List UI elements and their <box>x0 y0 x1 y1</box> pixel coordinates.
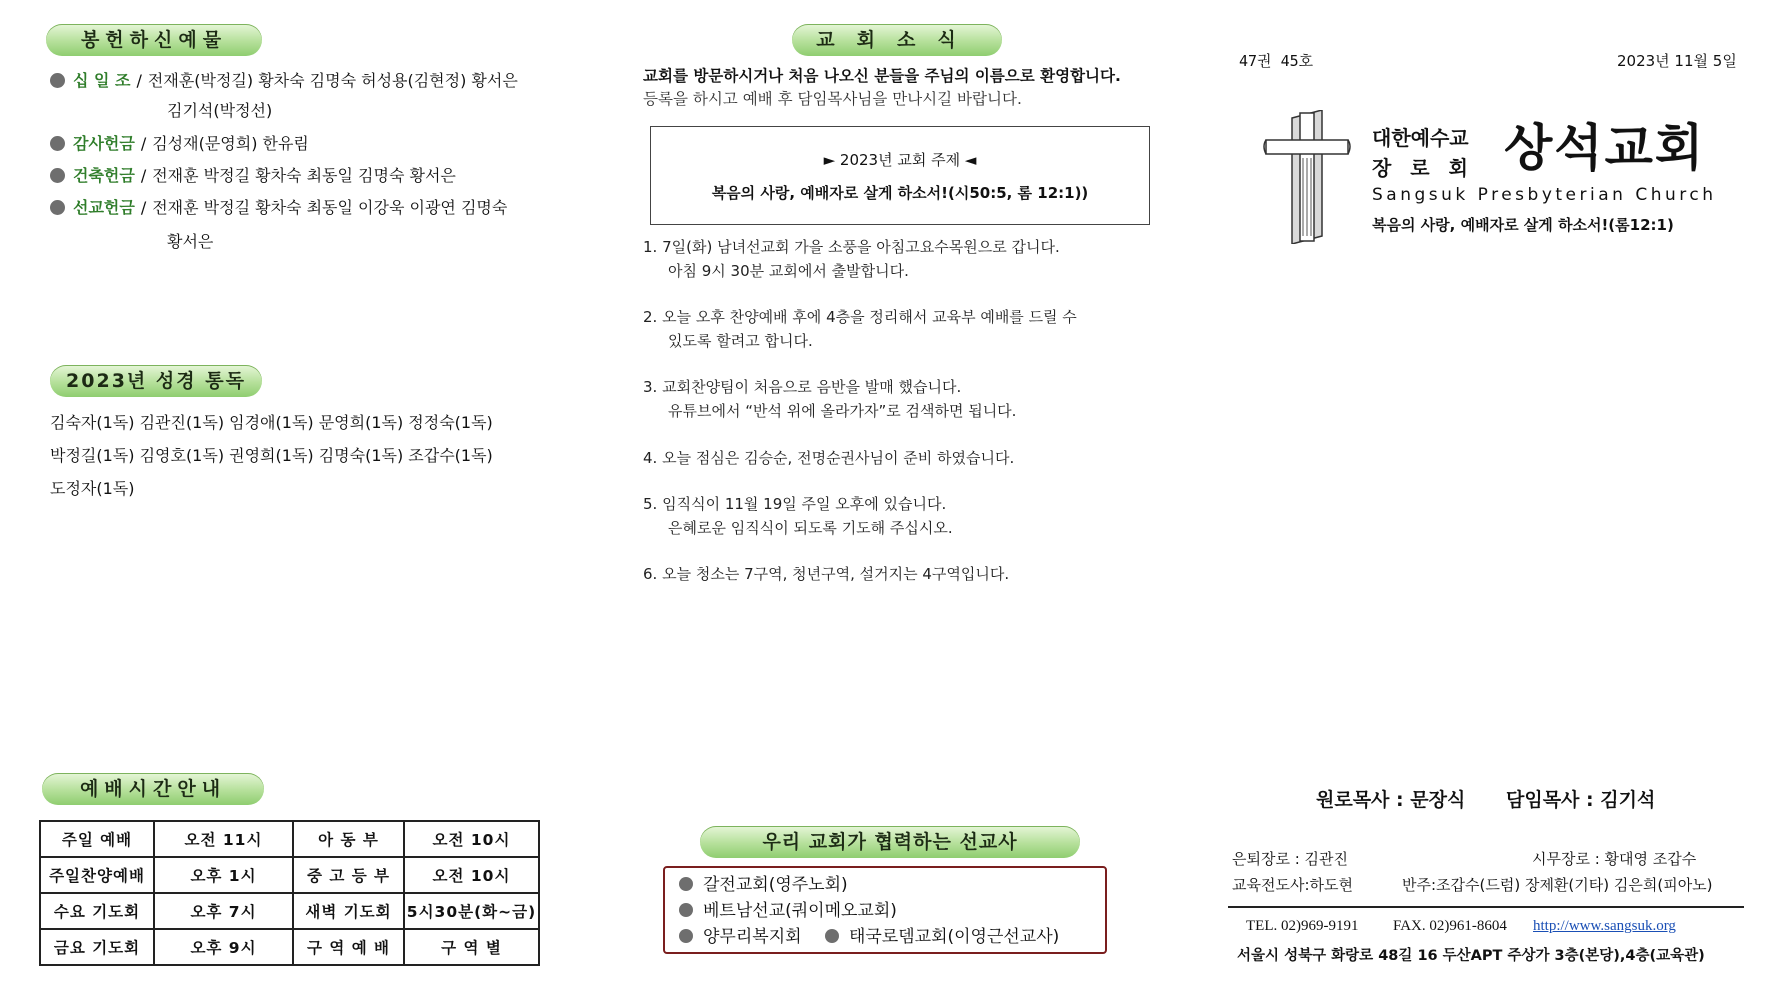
news-item: 3. 교회찬양팀이 처음으로 음반을 발매 했습니다. 유튜브에서 “반석 위에 올라가자”로 검색하면 됩니다. <box>643 378 1017 420</box>
news-item: 1. 7일(화) 남녀선교회 가을 소풍을 아침고요수목원으로 갑니다. 아침 9시 30분 교회에서 출발합니다. <box>643 238 1060 280</box>
reading-line: 김숙자(1독) 김관진(1독) 임경애(1독) 문영희(1독) 정정숙(1독) <box>50 413 493 432</box>
denomination-line2: 장 로 회 <box>1372 156 1474 180</box>
news-item: 6. 오늘 청소는 7구역, 청년구역, 설거지는 4구역입니다. <box>643 565 1010 583</box>
church-address: 서울시 성북구 화랑로 48길 16 두산APT 주상가 3층(본당),4층(교육관) <box>1237 948 1705 964</box>
theme-text: 복음의 사랑, 예배자로 살게 하소서!(시50:5, 롬 12:1)) <box>711 184 1089 202</box>
news-item: 5. 임직식이 11월 19일 주일 오후에 있습니다. 은혜로운 임직식이 되도록 기도해 주십시오. <box>643 495 953 537</box>
church-name: 상석교회 <box>1504 119 1706 177</box>
bullet-icon <box>50 168 65 183</box>
senior-pastor: 담임목사 : 김기석 <box>1506 789 1656 811</box>
offering-row-building: 건축헌금 / 전재훈 박정길 황차숙 최동일 김명숙 황서은 <box>50 165 456 187</box>
table-row: 주일 예배 오전 11시 아 동 부 오전 10시 <box>40 821 539 857</box>
bullet-icon <box>825 929 839 943</box>
worship-times-title: 예배시간안내 <box>42 773 264 805</box>
offering-row-tithe-continued: 김기석(박정선) <box>167 101 273 120</box>
reading-line: 박정길(1독) 김영호(1독) 권영희(1독) 김명숙(1독) 조갑수(1독) <box>50 446 493 465</box>
offering-row-tithe: 십 일 조 / 전재훈(박정길) 황차숙 김명숙 허성용(김현정) 황서은 <box>50 70 518 92</box>
bullet-icon <box>679 903 693 917</box>
contact-fax: FAX. 02)961-8604 <box>1393 918 1507 934</box>
bullet-icon <box>50 200 65 215</box>
bible-reading-title: 2023년 성경 통독 <box>50 365 262 397</box>
missionary-item: 갈전교회(영주노회) <box>679 872 1091 898</box>
issue-date: 2023년 11월 5일 <box>1617 52 1737 70</box>
offerings-title: 봉헌하신예물 <box>46 24 262 56</box>
cross-logo-icon <box>1262 110 1352 244</box>
contact-tel: TEL. 02)969-9191 <box>1246 918 1359 934</box>
worship-times-table <box>39 820 540 966</box>
news-item: 2. 오늘 오후 찬양예배 후에 4층을 정리해서 교육부 예배를 드릴 수 있도록 할려고 합니다. <box>643 308 1077 350</box>
retired-elder: 은퇴장로 : 김관진 <box>1232 850 1349 868</box>
church-english-name: Sangsuk Presbyterian Church <box>1372 185 1717 205</box>
divider <box>1228 906 1744 908</box>
bullet-icon <box>679 877 693 891</box>
active-elders: 시무장로 : 황대영 조갑수 <box>1532 850 1697 868</box>
table-row: 금요 기도회 오후 9시 구 역 예 배 구 역 별 <box>40 929 539 965</box>
emeritus-pastor: 원로목사 : 문장식 <box>1316 789 1466 811</box>
reading-line: 도정자(1독) <box>50 479 135 498</box>
news-item: 4. 오늘 점심은 김승순, 전명순권사님이 준비 하였습니다. <box>643 449 1015 467</box>
theme-heading: ► 2023년 교회 주제 ◄ <box>823 151 977 169</box>
welcome-line: 등록을 하시고 예배 후 담임목사님을 만나시길 바랍니다. <box>643 90 1022 108</box>
yearly-theme-box <box>650 126 1150 225</box>
missionary-item: 베트남선교(쿼이메오교회) <box>679 898 1091 924</box>
table-row: 주일찬양예배 오후 1시 중 고 등 부 오전 10시 <box>40 857 539 893</box>
offering-row-mission-continued: 황서은 <box>167 232 214 251</box>
church-news-title: 교회소식 <box>792 24 1002 56</box>
missionaries-title: 우리 교회가 협력하는 선교사 <box>700 826 1080 858</box>
education-minister: 교육전도사:하도현 <box>1232 876 1353 894</box>
missionaries-box <box>663 866 1107 954</box>
accompanists: 반주:조갑수(드럼) 장제환(기타) 김은희(피아노) <box>1402 876 1713 894</box>
website-link[interactable]: http://www.sangsuk.org <box>1533 918 1676 934</box>
church-motto: 복음의 사랑, 예배자로 살게 하소서!(롬12:1) <box>1372 216 1674 234</box>
offering-row-thanks: 감사헌금 / 김성재(문영희) 한유림 <box>50 133 309 155</box>
bullet-icon <box>679 929 693 943</box>
issue-volume: 47권 45호 <box>1239 52 1314 70</box>
denomination-line1: 대한예수교 <box>1372 126 1469 150</box>
missionary-item-row: 양무리복지회 태국로뎀교회(이영근선교사) <box>679 924 1091 950</box>
bullet-icon <box>50 73 65 88</box>
table-row: 수요 기도회 오후 7시 새벽 기도회 5시30분(화~금) <box>40 893 539 929</box>
bullet-icon <box>50 136 65 151</box>
offering-row-mission: 선교헌금 / 전재훈 박정길 황차숙 최동일 이강욱 이광연 김명숙 <box>50 197 507 219</box>
welcome-line: 교회를 방문하시거나 처음 나오신 분들을 주님의 이름으로 환영합니다. <box>643 67 1121 85</box>
